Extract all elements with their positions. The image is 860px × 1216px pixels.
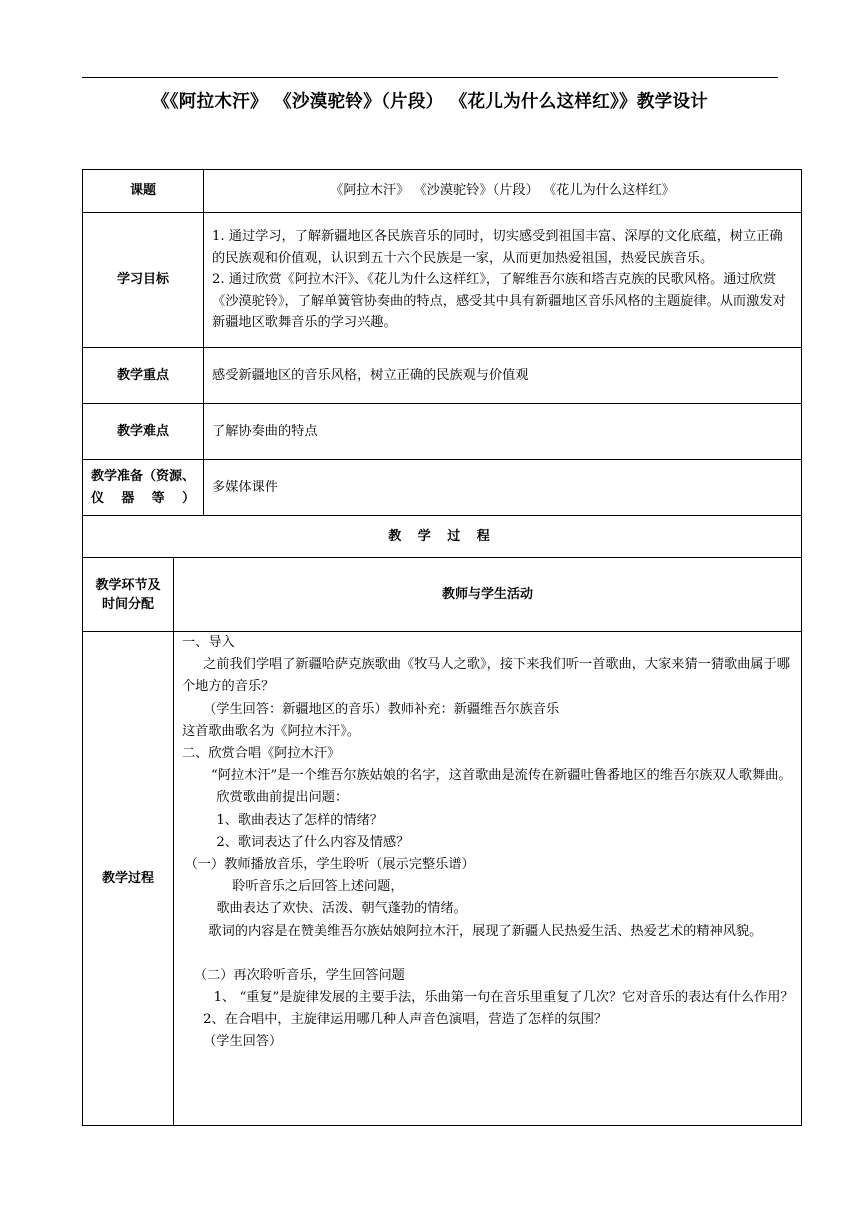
goal-item: 2. 通过欣赏《阿拉木汗》、《花儿为什么这样红》，了解维吾尔族和塔吉克族的民歌风格。通过欣赏《沙漠驼铃》，了解单簧管协奏曲的特点，感受其中具有新疆地区音乐风格的主题旋律。从而激发对新疆地区歌舞音乐的学习兴趣。 bbox=[212, 272, 786, 331]
activity-label: 教师与学生活动 bbox=[174, 558, 802, 632]
goals-content bbox=[204, 213, 802, 348]
lesson-plan-table bbox=[82, 169, 801, 1126]
process-line: 1、 “重复”是旋律发展的主要手法，乐曲第一句在音乐里重复了几次？它对音乐的表达有什么作用？ bbox=[213, 990, 794, 1006]
difficulty-value: 了解协奏曲的特点 bbox=[204, 404, 802, 460]
process-line: 歌曲表达了欢快、活泼、朝气蓬勃的情绪。 bbox=[216, 901, 467, 917]
focus-row bbox=[83, 348, 802, 404]
process-line: 欣赏歌曲前提出问题： bbox=[216, 790, 349, 806]
paragraph-gap bbox=[182, 943, 795, 965]
stage-label: 教学环节及时间分配 bbox=[83, 558, 174, 632]
focus-label: 教学重点 bbox=[83, 348, 204, 404]
process-header-row bbox=[83, 516, 802, 558]
process-line: 2、在合唱中，主旋律运用哪几种人声音色演唱，营造了怎样的氛围？ bbox=[203, 1012, 608, 1028]
difficulty-row bbox=[83, 404, 802, 460]
topic-value: 《阿拉木汗》 《沙漠驼铃》（片段） 《花儿为什么这样红》 bbox=[204, 170, 802, 213]
topic-row bbox=[83, 170, 802, 213]
goals-row bbox=[83, 213, 802, 348]
header-rule bbox=[82, 77, 778, 78]
focus-value: 感受新疆地区的音乐风格，树立正确的民族观与价值观 bbox=[204, 348, 802, 404]
process-line: 2、歌词表达了什么内容及情感？ bbox=[216, 834, 410, 850]
process-line: 1、歌曲表达了怎样的情绪？ bbox=[216, 812, 383, 828]
prep-label: 教学准备（资源、仪器等） bbox=[83, 460, 204, 516]
process-line: （一）教师播放音乐，学生聆听（展示完整乐谱） bbox=[184, 857, 475, 873]
difficulty-label: 教学难点 bbox=[83, 404, 204, 460]
prep-value: 多媒体课件 bbox=[204, 460, 802, 516]
process-line: “阿拉木汗”是一个维吾尔族姑娘的名字，这首歌曲是流传在新疆吐鲁番地区的维吾尔族双人歌舞曲。 bbox=[211, 768, 792, 784]
process-line: 这首歌曲歌名为《阿拉木汗》。 bbox=[182, 723, 361, 739]
process-line: 之前我们学唱了新疆哈萨克族歌曲《牧马人之歌》，接下来我们听一首歌曲，大家来猜一猜歌曲属于哪个地方的音乐？ bbox=[182, 657, 790, 695]
document-title: 《《阿拉木汗》 《沙漠驼铃》（片段） 《花儿为什么这样红》》教学设计 bbox=[151, 92, 709, 112]
process-line: （二）再次聆听音乐，学生回答问题 bbox=[193, 967, 405, 983]
goals-label: 学习目标 bbox=[83, 213, 204, 348]
topic-label: 课题 bbox=[83, 170, 204, 213]
goal-item: 1. 通过学习，了解新疆地区各民族音乐的同时，切实感受到祖国丰富、深厚的文化底蕴，树立正确的民族观和价值观，认识到五十六个民族是一家，从而更加热爱祖国，热爱民族音乐。 bbox=[212, 229, 783, 266]
prep-row bbox=[83, 460, 802, 516]
process-line: 歌词的内容是在赞美维吾尔族姑娘阿拉木汗，展现了新疆人民热爱生活、热爱艺术的精神风貌。 bbox=[208, 923, 763, 939]
process-line: （学生回答：新疆地区的音乐）教师补充：新疆维吾尔族音乐 bbox=[203, 701, 560, 717]
process-row bbox=[83, 632, 802, 1126]
process-label: 教学过程 bbox=[83, 632, 174, 1126]
process-line: 二、欣赏合唱《阿拉木汗》 bbox=[182, 746, 341, 762]
process-line: 一、导入 bbox=[182, 635, 235, 650]
column-header-row bbox=[83, 558, 802, 632]
process-header: 教 学 过 程 bbox=[83, 516, 802, 558]
process-line: 聆听音乐之后回答上述问题， bbox=[232, 879, 404, 895]
process-content bbox=[174, 632, 802, 1126]
process-line: （学生回答） bbox=[203, 1034, 283, 1050]
